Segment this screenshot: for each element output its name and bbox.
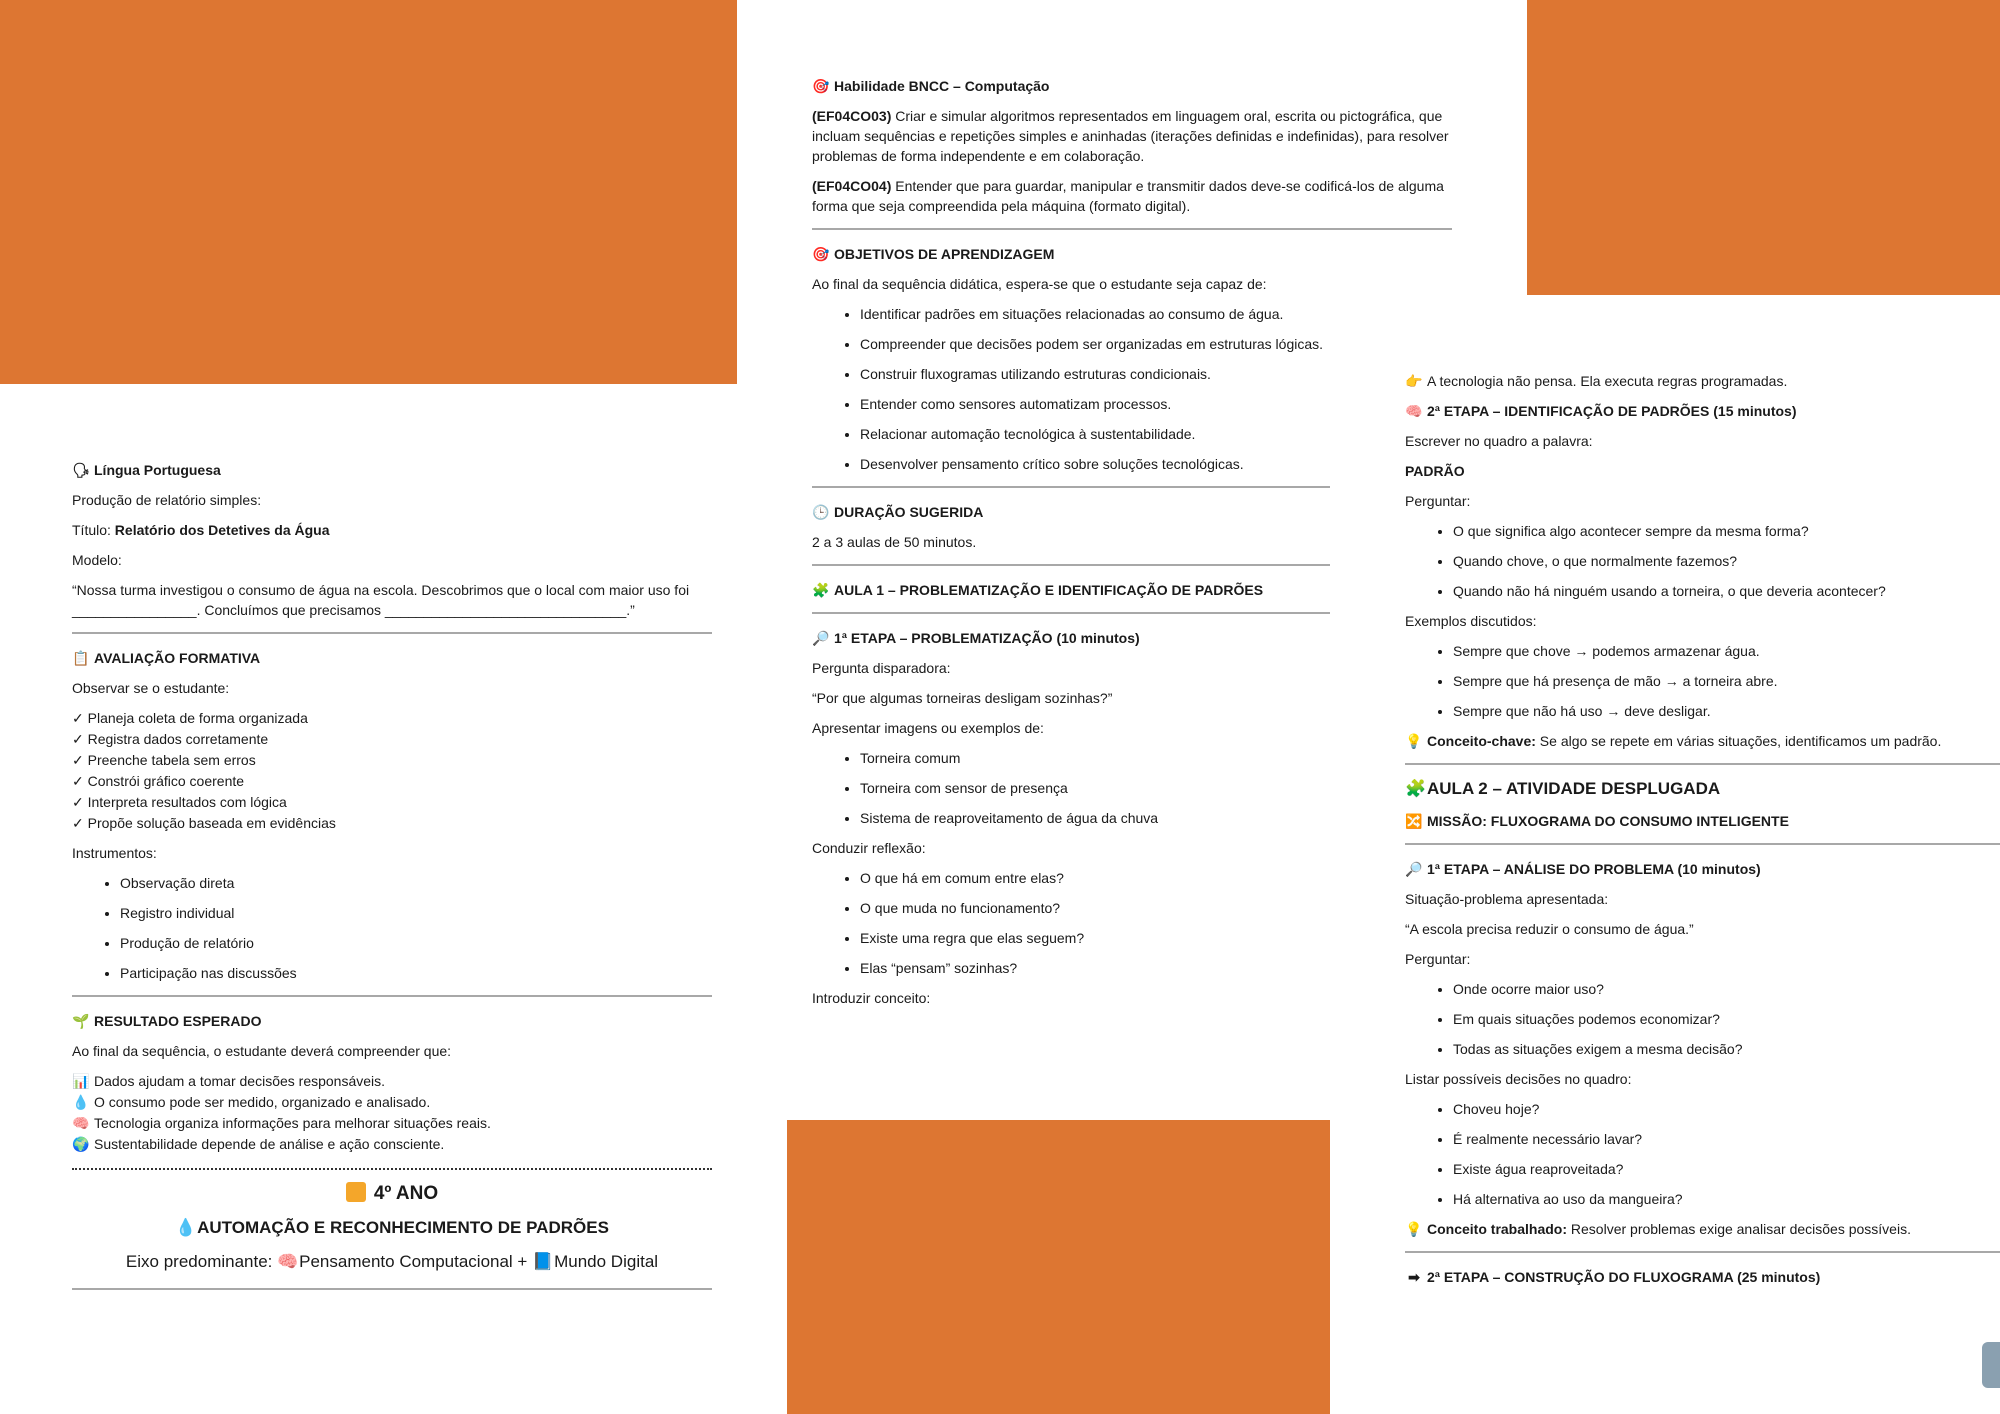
list-item: • Quando chove, o que normalmente fazemos? [1453, 551, 2000, 571]
seedling-icon: 🌱 [72, 1013, 90, 1029]
exemplos-list [1405, 641, 2000, 721]
aval-heading: 📋 AVALIAÇÃO FORMATIVA [72, 650, 261, 666]
orange-block-top-left [0, 0, 737, 384]
book-icon: 📘 [532, 1252, 554, 1271]
padrao-word: PADRÃO [1405, 463, 1465, 479]
lightbulb-icon: 💡 [1405, 1221, 1423, 1237]
orange-block-bottom-middle [787, 1120, 1330, 1414]
perguntar-label: Perguntar: [1405, 951, 1471, 967]
list-item: • Produção de relatório [120, 933, 712, 953]
list-item: • Há alternativa ao uso da mangueira? [1453, 1189, 2000, 1209]
dur-heading: 🕒 DURAÇÃO SUGERIDA [812, 504, 984, 520]
aula2-heading: 🧩AULA 2 – ATIVIDADE DESPLUGADA [1405, 779, 1721, 798]
pergunta-text: “Por que algumas torneiras desligam sozinhas?” [812, 690, 1113, 706]
titulo-line: Título: Relatório dos Detetives da Água [72, 522, 330, 538]
speaking-head-icon: 🗣 [72, 462, 90, 478]
brain-icon: 🧠 [72, 1115, 90, 1131]
list-item: • Sistema de reaproveitamento de água da chuva [860, 808, 1452, 828]
aula1-heading: 🧩 AULA 1 – PROBLEMATIZAÇÃO E IDENTIFICAÇÃO DE PADRÕES [812, 582, 1264, 598]
list-item: • O que muda no funcionamento? [860, 898, 1452, 918]
list-item: • Sempre que há presença de mão → a torneira abre. [1453, 671, 2000, 691]
arrow-icon: ➡ [1408, 1269, 1420, 1285]
divider [1405, 763, 2000, 765]
tech-line: 👉 A tecnologia não pensa. Ela executa regras programadas. [1405, 373, 1788, 389]
obj-heading: 🎯 OBJETIVOS DE APRENDIZAGEM [812, 246, 1055, 262]
result-heading: 🌱 RESULTADO ESPERADO [72, 1013, 262, 1029]
reflexao-list [812, 868, 1452, 978]
check-item: ✓ Registra dados corretamente [72, 731, 269, 747]
modelo-label: Modelo: [72, 552, 122, 568]
list-item: • Existe água reaproveitada? [1453, 1159, 2000, 1179]
divider [812, 228, 1452, 230]
shuffle-icon: 🔀 [1405, 813, 1423, 829]
situacao-text: “A escola precisa reduzir o consumo de água.” [1405, 921, 1694, 937]
dur-text: 2 a 3 aulas de 50 minutos. [812, 534, 977, 550]
list-item: • Onde ocorre maior uso? [1453, 979, 2000, 999]
instr-label: Instrumentos: [72, 845, 157, 861]
result-item: 🌍 Sustentabilidade depende de análise e ação consciente. [72, 1136, 445, 1152]
aval-intro: Observar se o estudante: [72, 680, 230, 696]
list-item: • Todas as situações exigem a mesma decisão? [1453, 1039, 2000, 1059]
middle-column [812, 76, 1452, 1018]
check-item: ✓ Preenche tabela sem erros [72, 752, 256, 768]
clock-icon: 🕒 [812, 504, 830, 520]
lp-text: Produção de relatório simples: [72, 492, 262, 508]
list-item: • Entender como sensores automatizam processos. [860, 394, 1452, 414]
result-intro: Ao final da sequência, o estudante deverá compreender que: [72, 1043, 452, 1059]
list-item: • Registro individual [120, 903, 712, 923]
ef04-code: (EF04CO04) [812, 178, 892, 194]
left-column [72, 460, 712, 1304]
objetivos-list [812, 304, 1452, 474]
list-item: • Torneira comum [860, 748, 1452, 768]
analise-heading: 🔎 1ª ETAPA – ANÁLISE DO PROBLEMA (10 minutos) [1405, 861, 1761, 877]
ano-subtitle: 💧AUTOMAÇÃO E RECONHECIMENTO DE PADRÕES [175, 1218, 609, 1237]
divider [72, 632, 712, 634]
lp-heading: 🗣 Língua Portuguesa [72, 462, 221, 478]
list-item: • Compreender que decisões podem ser organizadas em estruturas lógicas. [860, 334, 1452, 354]
reflexao-label: Conduzir reflexão: [812, 840, 926, 856]
list-item: • Sempre que não há uso → deve desligar. [1453, 701, 2000, 721]
puzzle-icon: 🧩 [1405, 779, 1427, 798]
divider [1405, 843, 2000, 845]
result-item: 🧠 Tecnologia organiza informações para melhorar situações reais. [72, 1115, 491, 1131]
list-item: • Quando não há ninguém usando a torneira, o que deveria acontecer? [1453, 581, 2000, 601]
listar-label: Listar possíveis decisões no quadro: [1405, 1071, 1632, 1087]
missao-heading: 🔀 MISSÃO: FLUXOGRAMA DO CONSUMO INTELIGENTE [1405, 813, 1789, 829]
check-item: ✓ Interpreta resultados com lógica [72, 794, 287, 810]
result-item: 💧 O consumo pode ser medido, organizado e analisado. [72, 1094, 431, 1110]
target-icon: 🎯 [812, 246, 830, 262]
puzzle-icon: 🧩 [812, 582, 830, 598]
check-item: ✓ Planeja coleta de forma organizada [72, 710, 308, 726]
brain-icon: 🧠 [277, 1252, 299, 1271]
pergunta-label: Pergunta disparadora: [812, 660, 951, 676]
list-item: • Existe uma regra que elas seguem? [860, 928, 1452, 948]
right-column [1405, 371, 2000, 1297]
titulo-value: Relatório dos Detetives da Água [114, 522, 330, 538]
list-item: • Identificar padrões em situações relacionadas ao consumo de água. [860, 304, 1452, 324]
exemplos-label: Exemplos discutidos: [1405, 613, 1537, 629]
divider [1405, 1251, 2000, 1253]
checks-list [72, 708, 712, 833]
droplet-icon: 💧 [175, 1218, 197, 1237]
perguntar-label: Perguntar: [1405, 493, 1471, 509]
imagens-list [812, 748, 1452, 828]
magnifier-icon: 🔎 [812, 630, 830, 646]
orange-block-top-right [1527, 0, 2000, 295]
magnifier-icon: 🔎 [1405, 861, 1423, 877]
list-item: • Construir fluxogramas utilizando estruturas condicionais. [860, 364, 1452, 384]
divider [812, 486, 1330, 488]
list-item: • Torneira com sensor de presença [860, 778, 1452, 798]
list-item: • Sempre que chove → podemos armazenar água. [1453, 641, 2000, 661]
list-item: • É realmente necessário lavar? [1453, 1129, 2000, 1149]
clipboard-icon: 📋 [72, 650, 90, 666]
orange-square-icon [346, 1182, 366, 1202]
result-item: 📊 Dados ajudam a tomar decisões responsáveis. [72, 1073, 386, 1089]
trabalhado-line: 💡 Conceito trabalhado: Resolver problemas exige analisar decisões possíveis. [1405, 1221, 1911, 1237]
eixo-line: Eixo predominante: 🧠Pensamento Computacional + 📘Mundo Digital [125, 1252, 659, 1271]
divider [812, 612, 1330, 614]
obj-intro: Ao final da sequência didática, espera-se que o estudante seja capaz de: [812, 276, 1267, 292]
list-item: • Participação nas discussões [120, 963, 712, 983]
situacao-label: Situação-problema apresentada: [1405, 891, 1609, 907]
construcao-heading: ➡ 2ª ETAPA – CONSTRUÇÃO DO FLUXOGRAMA (25 minutos) [1405, 1267, 2000, 1287]
list-item: • Choveu hoje? [1453, 1099, 2000, 1119]
ef04-paragraph: (EF04CO04) Entender que para guardar, manipular e transmitir dados deve-se codificá-los de alguma forma que seja compreendida pela máquina (formato digital). [812, 178, 1444, 214]
divider [812, 564, 1330, 566]
target-icon: 🎯 [812, 78, 830, 94]
ef03-code: (EF04CO03) [812, 108, 892, 124]
introduzir-label: Introduzir conceito: [812, 990, 931, 1006]
imagens-label: Apresentar imagens ou exemplos de: [812, 720, 1044, 736]
list-item: • Elas “pensam” sozinhas? [860, 958, 1452, 978]
etapa1-heading: 🔎 1ª ETAPA – PROBLEMATIZAÇÃO (10 minutos) [812, 630, 1140, 646]
pointing-hand-icon: 👉 [1405, 373, 1423, 389]
etapa2-heading: 🧠 2ª ETAPA – IDENTIFICAÇÃO DE PADRÕES (15 minutos) [1405, 403, 1797, 419]
instrumentos-list [72, 873, 712, 983]
brain-icon: 🧠 [1405, 403, 1423, 419]
divider [72, 995, 712, 997]
bar-chart-icon: 📊 [72, 1073, 90, 1089]
perguntas2-list [1405, 979, 2000, 1059]
globe-icon: 🌍 [72, 1136, 90, 1152]
check-item: ✓ Propõe solução baseada em evidências [72, 815, 336, 831]
ef03-paragraph: (EF04CO03) Criar e simular algoritmos representados em linguagem oral, escrita ou pictográfica, que incluam sequências e repetições simples e aninhadas (iterações definidas e indefinidas), para resolver problemas de forma independente e em colaboração. [812, 108, 1449, 164]
decisoes-list [1405, 1099, 2000, 1209]
dotted-divider [72, 1168, 712, 1170]
ano-title: 4º ANO [72, 1182, 712, 1204]
scroll-widget-icon[interactable] [1982, 1342, 2000, 1388]
list-item: • Relacionar automação tecnológica à sustentabilidade. [860, 424, 1452, 444]
escrever-label: Escrever no quadro a palavra: [1405, 433, 1593, 449]
bncc-heading: 🎯 Habilidade BNCC – Computação [812, 78, 1050, 94]
divider [72, 1288, 712, 1290]
droplet-icon: 💧 [72, 1094, 90, 1110]
check-item: ✓ Constrói gráfico coerente [72, 773, 245, 789]
list-item: • Em quais situações podemos economizar? [1453, 1009, 2000, 1029]
list-item: • O que significa algo acontecer sempre da mesma forma? [1453, 521, 2000, 541]
list-item: • Observação direta [120, 873, 712, 893]
perguntas-list [1405, 521, 2000, 601]
conceito-line: 💡 Conceito-chave: Se algo se repete em várias situações, identificamos um padrão. [1405, 733, 1942, 749]
list-item: • Desenvolver pensamento crítico sobre soluções tecnológicas. [860, 454, 1452, 474]
list-item: • O que há em comum entre elas? [860, 868, 1452, 888]
modelo-quote: “Nossa turma investigou o consumo de água na escola. Descobrimos que o local com maior uso foi ________________. Concluímos que precisamos _______________________________.” [72, 582, 690, 618]
lightbulb-icon: 💡 [1405, 733, 1423, 749]
